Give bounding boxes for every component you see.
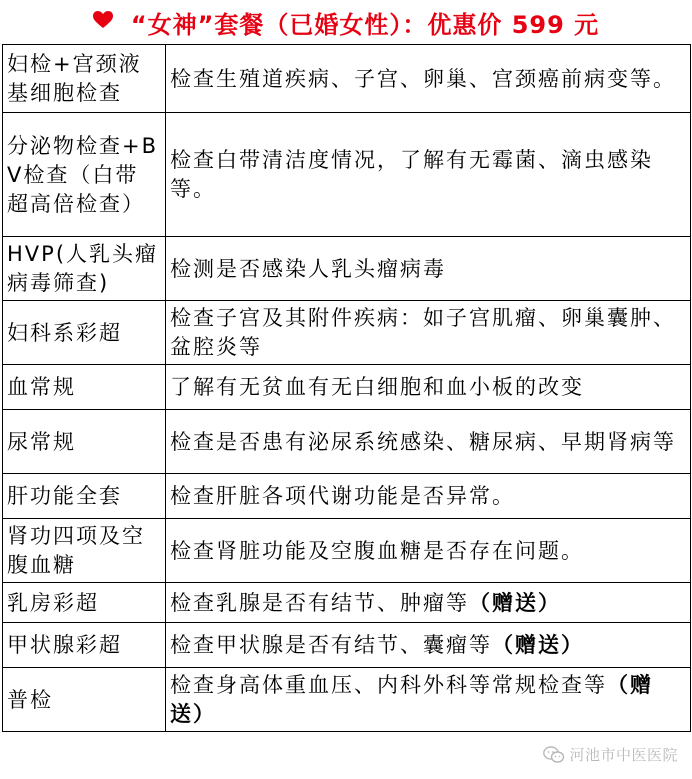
exam-description-text: 检查乳腺是否有结节、肿瘤等 xyxy=(170,590,469,615)
exam-description-cell xyxy=(166,583,691,623)
exam-item-cell: 普检 xyxy=(3,668,166,732)
table-row xyxy=(3,365,691,410)
table-row xyxy=(3,45,691,113)
exam-description-text: 检查肾脏功能及空腹血糖是否存在问题。 xyxy=(170,538,584,563)
table-row xyxy=(3,113,691,237)
page-title xyxy=(0,0,692,44)
exam-description-text: 检测是否感染人乳头瘤病毒 xyxy=(170,256,446,281)
table-row xyxy=(3,583,691,623)
watermark-text: 河池市中医医院 xyxy=(569,746,678,764)
exam-description-text: 检查白带清洁度情况，了解有无霉菌、滴虫感染等。 xyxy=(170,148,653,201)
exam-description-cell xyxy=(166,623,691,668)
exam-description-cell xyxy=(166,237,691,301)
exam-item-cell: 乳房彩超 xyxy=(3,583,166,623)
exam-description-cell xyxy=(166,45,691,113)
exam-description-cell xyxy=(166,474,691,519)
exam-description-text: 检查子宫及其附件疾病：如子宫肌瘤、卵巢囊肿、盆腔炎等 xyxy=(170,306,676,359)
exam-description-text: 检查肝脏各项代谢功能是否异常。 xyxy=(170,484,515,508)
exam-item-cell: 血常规 xyxy=(3,365,166,410)
wechat-icon xyxy=(543,746,565,764)
gift-badge: （赠送） xyxy=(469,590,561,615)
exam-description-cell xyxy=(166,668,691,732)
table-row xyxy=(3,623,691,668)
exam-item-cell: 分泌物检查+BV检查（白带超高倍检查） xyxy=(3,113,166,237)
exam-description-text: 检查生殖道疾病、子宫、卵巢、宫颈癌前病变等。 xyxy=(170,66,676,91)
exam-description-cell xyxy=(166,113,691,237)
heart-icon xyxy=(93,11,113,29)
exam-item-cell: 妇检+宫颈液基细胞检查 xyxy=(3,45,166,113)
exam-description-cell xyxy=(166,365,691,410)
exam-description-text: 检查是否患有泌尿系统感染、糖尿病、早期肾病等 xyxy=(170,429,676,454)
exam-item-cell: 尿常规 xyxy=(3,410,166,474)
table-row xyxy=(3,668,691,732)
exam-description-text: 检查甲状腺是否有结节、囊瘤等 xyxy=(170,633,492,657)
title-text: “女神”套餐（已婚女性）：优惠价 599 元 xyxy=(130,10,600,39)
exam-description-text: 了解有无贫血有无白细胞和血小板的改变 xyxy=(170,375,584,399)
exam-item-cell: 肝功能全套 xyxy=(3,474,166,519)
exam-description-text: 检查身高体重血压、内科外科等常规检查等 xyxy=(170,673,607,697)
exam-item-cell: 妇科系彩超 xyxy=(3,301,166,365)
table-row xyxy=(3,237,691,301)
table-row xyxy=(3,519,691,583)
exam-description-cell xyxy=(166,410,691,474)
package-table xyxy=(2,44,691,732)
table-row xyxy=(3,410,691,474)
exam-description-cell xyxy=(166,519,691,583)
watermark xyxy=(543,744,678,765)
table-row xyxy=(3,474,691,519)
gift-badge: （赠送） xyxy=(492,633,584,657)
exam-item-cell: 甲状腺彩超 xyxy=(3,623,166,668)
exam-item-cell: HVP(人乳头瘤病毒筛查) xyxy=(3,237,166,301)
exam-item-cell: 肾功四项及空腹血糖 xyxy=(3,519,166,583)
table-row xyxy=(3,301,691,365)
exam-description-cell xyxy=(166,301,691,365)
gift-badge: （赠送） xyxy=(170,673,653,726)
